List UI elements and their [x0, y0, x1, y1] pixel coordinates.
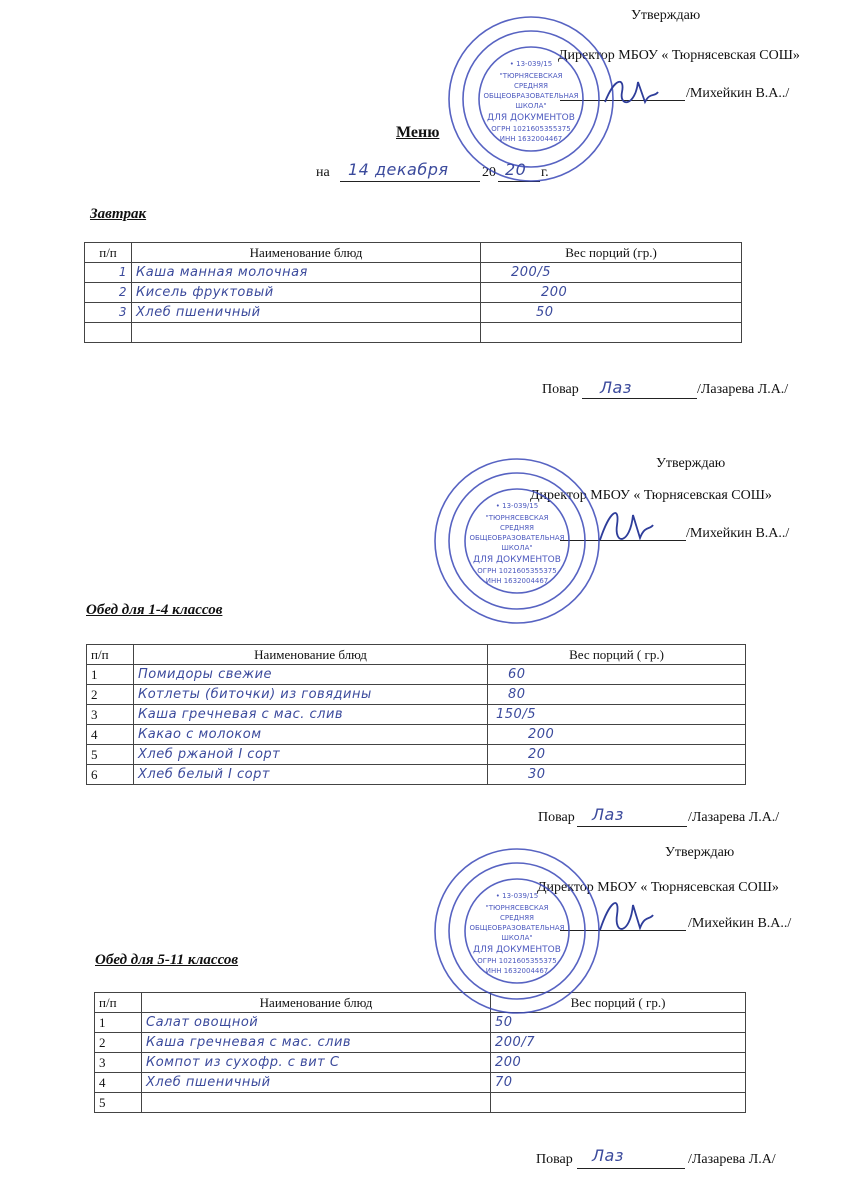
table-row [85, 303, 742, 323]
svg-text:ОБЩЕОБРАЗОВАТЕЛЬНАЯ: ОБЩЕОБРАЗОВАТЕЛЬНАЯ [469, 534, 565, 542]
row-dish: Хлеб белый I сорт [134, 765, 488, 785]
school-stamp-1 [446, 14, 616, 184]
lunch1-table [86, 644, 746, 785]
header-weight: Вес порций (гр.) [481, 243, 742, 263]
row-weight: 200 [481, 283, 742, 303]
svg-text:"ТЮРНЯСЕВСКАЯ: "ТЮРНЯСЕВСКАЯ [499, 72, 563, 80]
table-row [85, 283, 742, 303]
table-header-row [85, 243, 742, 263]
year-handwritten: 20 [505, 160, 527, 179]
row-weight: 200/7 [491, 1033, 746, 1053]
row-weight: 50 [491, 1013, 746, 1033]
row-weight: 80 [488, 685, 746, 705]
lunch2-table [94, 992, 746, 1113]
director-label-2: Директор МБОУ « Тюрнясевская СОШ» [530, 488, 772, 503]
table-row [85, 263, 742, 283]
date-prefix: на [316, 165, 330, 180]
svg-text:ОГРН 1021605355375: ОГРН 1021605355375 [491, 125, 571, 133]
header-name: Наименование блюд [134, 645, 488, 665]
cook-name-1: /Лазарева Л.А./ [697, 382, 789, 397]
school-stamp-2 [432, 456, 602, 626]
table-row [95, 1093, 746, 1113]
row-num: 2 [85, 283, 132, 303]
row-dish: Салат овощной [142, 1013, 491, 1033]
table-row [95, 1013, 746, 1033]
row-weight: 20 [488, 745, 746, 765]
table-row [85, 323, 742, 343]
breakfast-title: Завтрак [90, 206, 147, 222]
row-weight: 200 [491, 1053, 746, 1073]
row-dish [142, 1093, 491, 1113]
header-name: Наименование блюд [142, 993, 491, 1013]
table-row [87, 745, 746, 765]
row-num: 4 [87, 725, 134, 745]
cook-sign-line-3 [577, 1168, 685, 1169]
cook-signature-1: Лаз [600, 378, 632, 397]
row-weight [481, 323, 742, 343]
director-label-1: Директор МБОУ « Тюрнясевская СОШ» [558, 48, 800, 63]
svg-text:ДЛЯ ДОКУМЕНТОВ: ДЛЯ ДОКУМЕНТОВ [473, 945, 561, 955]
director-signature-3 [595, 890, 655, 940]
row-num: 2 [95, 1033, 142, 1053]
page-title: Меню [396, 124, 440, 141]
row-weight [491, 1093, 746, 1113]
svg-text:ОБЩЕОБРАЗОВАТЕЛЬНАЯ: ОБЩЕОБРАЗОВАТЕЛЬНАЯ [483, 92, 579, 100]
header-weight: Вес порций ( гр.) [491, 993, 746, 1013]
row-dish: Каша гречневая с мас. слив [134, 705, 488, 725]
row-weight: 50 [481, 303, 742, 323]
row-dish: Хлеб пшеничный [132, 303, 481, 323]
row-weight: 200/5 [481, 263, 742, 283]
table-row [95, 1073, 746, 1093]
row-dish: Каша гречневая с мас. слив [142, 1033, 491, 1053]
row-num: 3 [87, 705, 134, 725]
row-dish: Каша манная молочная [132, 263, 481, 283]
svg-text:ОГРН 1021605355375: ОГРН 1021605355375 [477, 567, 557, 575]
director-label-3: Директор МБОУ « Тюрнясевская СОШ» [537, 880, 779, 895]
header-weight: Вес порций ( гр.) [488, 645, 746, 665]
header-num: п/п [95, 993, 142, 1013]
row-dish: Хлеб ржаной I сорт [134, 745, 488, 765]
header-name: Наименование блюд [132, 243, 481, 263]
table-header-row [95, 993, 746, 1013]
row-num: 3 [85, 303, 132, 323]
table-row [87, 725, 746, 745]
approve-label-3: Утверждаю [665, 845, 735, 860]
row-dish [132, 323, 481, 343]
cook-label-1: Повар [542, 382, 579, 397]
row-weight: 150/5 [488, 705, 746, 725]
row-num: 3 [95, 1053, 142, 1073]
row-dish: Котлеты (биточки) из говядины [134, 685, 488, 705]
row-dish: Компот из сухофр. с вит С [142, 1053, 491, 1073]
row-num: 5 [95, 1093, 142, 1113]
year-end: г. [541, 165, 549, 180]
row-num: 1 [85, 263, 132, 283]
row-dish: Хлеб пшеничный [142, 1073, 491, 1093]
date-handwritten: 14 декабря [348, 160, 449, 179]
row-num: 1 [87, 665, 134, 685]
director-signature-1 [600, 72, 660, 112]
row-num: 5 [87, 745, 134, 765]
year-prefix: 20 [482, 165, 496, 180]
row-num: 6 [87, 765, 134, 785]
lunch1-title: Обед для 1-4 классов [86, 602, 223, 618]
cook-signature-2: Лаз [592, 805, 624, 824]
row-weight: 60 [488, 665, 746, 685]
row-dish: Помидоры свежие [134, 665, 488, 685]
svg-text:ОГРН 1021605355375: ОГРН 1021605355375 [477, 957, 557, 965]
svg-text:ШКОЛА": ШКОЛА" [501, 544, 533, 552]
svg-text:"ТЮРНЯСЕВСКАЯ: "ТЮРНЯСЕВСКАЯ [485, 904, 549, 912]
table-header-row [87, 645, 746, 665]
cook-sign-line-2 [577, 826, 687, 827]
row-num: 4 [95, 1073, 142, 1093]
director-name-2: /Михейкин В.А../ [686, 526, 790, 541]
approve-label-1: Утверждаю [631, 8, 701, 23]
director-name-3: /Михейкин В.А../ [688, 916, 792, 931]
svg-text:ОБЩЕОБРАЗОВАТЕЛЬНАЯ: ОБЩЕОБРАЗОВАТЕЛЬНАЯ [469, 924, 565, 932]
cook-label-3: Повар [536, 1152, 573, 1167]
svg-text:ДЛЯ ДОКУМЕНТОВ: ДЛЯ ДОКУМЕНТОВ [473, 555, 561, 565]
row-dish: Кисель фруктовый [132, 283, 481, 303]
svg-text:ШКОЛА": ШКОЛА" [515, 102, 547, 110]
header-num: п/п [85, 243, 132, 263]
director-signature-2 [595, 500, 655, 550]
header-num: п/п [87, 645, 134, 665]
row-num: 1 [95, 1013, 142, 1033]
row-num: 2 [87, 685, 134, 705]
approve-label-2: Утверждаю [656, 456, 726, 471]
svg-text:ИНН 1632004467: ИНН 1632004467 [485, 577, 549, 585]
svg-text:• 13-039/15: • 13-039/15 [509, 60, 553, 68]
director-name-1: /Михейкин В.А../ [686, 86, 790, 101]
lunch2-title: Обед для 5-11 классов [95, 952, 239, 968]
svg-text:ДЛЯ ДОКУМЕНТОВ: ДЛЯ ДОКУМЕНТОВ [487, 113, 575, 123]
school-stamp-3 [432, 846, 602, 1016]
cook-sign-line-1 [582, 398, 697, 399]
row-dish: Какао с молоком [134, 725, 488, 745]
table-row [95, 1033, 746, 1053]
row-weight: 70 [491, 1073, 746, 1093]
row-weight: 30 [488, 765, 746, 785]
svg-text:ШКОЛА": ШКОЛА" [501, 934, 533, 942]
row-weight: 200 [488, 725, 746, 745]
svg-text:• 13-039/15: • 13-039/15 [495, 892, 539, 900]
svg-text:ИНН 1632004467: ИНН 1632004467 [485, 967, 549, 975]
cook-signature-3: Лаз [592, 1146, 624, 1165]
row-num [85, 323, 132, 343]
svg-text:ИНН 1632004467: ИНН 1632004467 [499, 135, 563, 143]
table-row [87, 765, 746, 785]
cook-label-2: Повар [538, 810, 575, 825]
breakfast-table [84, 242, 742, 343]
cook-name-2: /Лазарева Л.А./ [688, 810, 780, 825]
svg-text:"ТЮРНЯСЕВСКАЯ: "ТЮРНЯСЕВСКАЯ [485, 514, 549, 522]
table-row [87, 705, 746, 725]
svg-text:СРЕДНЯЯ: СРЕДНЯЯ [500, 914, 534, 922]
table-row [87, 665, 746, 685]
cook-name-3: /Лазарева Л.А/ [688, 1152, 776, 1167]
svg-text:СРЕДНЯЯ: СРЕДНЯЯ [514, 82, 548, 90]
table-row [95, 1053, 746, 1073]
svg-text:• 13-039/15: • 13-039/15 [495, 502, 539, 510]
svg-text:СРЕДНЯЯ: СРЕДНЯЯ [500, 524, 534, 532]
table-row [87, 685, 746, 705]
